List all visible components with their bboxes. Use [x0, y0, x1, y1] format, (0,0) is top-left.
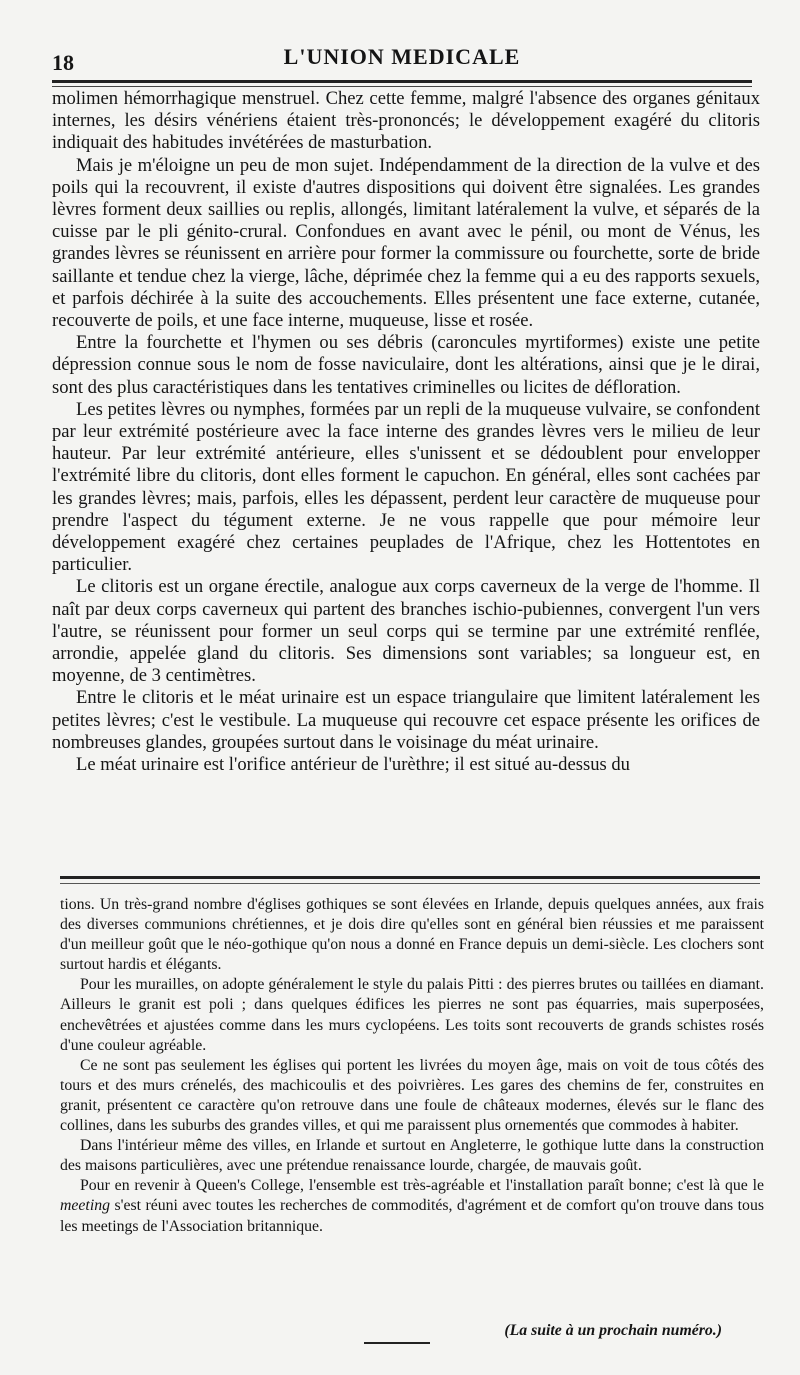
journal-title: L'UNION MEDICALE [283, 44, 521, 69]
paragraph: Mais je m'éloigne un peu de mon sujet. Indépendamment de la direction de la vulve et des poils qui la recouvrent, il existe d'autres dispositions qui doivent être signalées. Les grandes lèvres forment deux saillies ou replis, allongés, limitant latéralement la vulve, et séparés de la cuisse par le pli génito-crural. Confondues en avant avec le pénil, ou mont de Vénus, les grandes lèvres se réunissent en arrière pour former la commissure ou fourchette, sorte de bride saillante et tendue chez la vierge, lâche, déprimée chez la femme qui a eu des rapports sexuels, et parfois déchirée à la suite des accouchements. Elles présentent une face externe, cutanée, recouverte de poils, et une face interne, muqueuse, lisse et rosée. [52, 154, 760, 332]
paragraph: Le méat urinaire est l'orifice antérieur de l'urèthre; il est situé au-dessus du [76, 754, 630, 776]
note-text: s'est réuni avec toutes les recherches de commodités, d'agrément et de comfort qu'on trouve dans tous les meetings de l'Association britannique. [60, 1197, 764, 1235]
continuation-note: (La suite à un prochain numéro.) [504, 1322, 722, 1339]
header-rule-thin [52, 86, 752, 87]
main-text [52, 88, 760, 776]
note-paragraph: Ce ne sont pas seulement les églises qui portent les livrées du moyen âge, mais on voit de tous côtés des tours et des murs crénelés, des machicoulis et des poivrières. Les gares des chemins de fer, construites en granit, présentent ce caractère qu'on retrouve dans une foule de châteaux modernes, élevés sur le flanc des collines, dans les suburbs des grandes villes, et qui me paraissent plus ornementés que commodes à habiter. [60, 1056, 764, 1135]
feuilleton-notes [60, 895, 764, 1237]
footnote-rule-thin [60, 883, 760, 884]
header-rule [52, 80, 752, 83]
footnote-rule [60, 876, 760, 879]
note-text: Pour en revenir à Queen's College, l'ensemble est très-agréable et l'installation paraît bonne; c'est là que le [80, 1177, 764, 1195]
page-number: 18 [52, 50, 74, 75]
paragraph: Le clitoris est un organe érectile, analogue aux corps caverneux de la verge de l'homme. Il naît par deux corps caverneux qui partent des branches ischio-pubiennes, convergent l'un vers l'autre, se réunissent pour former un seul corps qui se termine par une extrémité renflée, arrondie, appelée gland du clitoris. Ses dimensions sont variables; sa longueur est, en moyenne, de 3 centimètres. [52, 576, 760, 687]
note-paragraph: Dans l'intérieur même des villes, en Irlande et surtout en Angleterre, le gothique lutte dans la construction des maisons particulières, avec une prétendue renaissance lourde, chargée, de mauvais goût. [60, 1137, 764, 1175]
note-paragraph [60, 1176, 764, 1236]
note-paragraph: tions. Un très-grand nombre d'églises gothiques se sont élevées en Irlande, depuis quelques années, aux frais des diverses communions chrétiennes, et je dois dire qu'elles sont en général bien réussies et me paraissent d'un meilleur goût que le néo-gothique qu'on nous a donné en France depuis un demi-siècle. Les clochers sont surtout hardis et élégants. [60, 896, 764, 974]
page-header [52, 44, 752, 84]
note-paragraph: Pour les murailles, on adopte généralement le style du palais Pitti : des pierres brutes ou taillées en diamant. Ailleurs le granit est poli ; dans quelques édifices les pierres ne sont pas équarries, mais superposées, enchevêtrées et ajustées comme dans les murs cyclopéens. Les toits sont recouverts de grands schistes rosés d'une couleur agréable. [60, 976, 764, 1054]
paragraph: Les petites lèvres ou nymphes, formées par un repli de la muqueuse vulvaire, se confondent par leur extrémité postérieure avec la face interne des grandes lèvres vers le milieu de leur hauteur. Par leur extrémité antérieure, elles s'unissent et se dédoublent pour envelopper l'extrémité libre du clitoris, dont elles forment le capuchon. En général, elles sont cachées par les grandes lèvres; mais, parfois, elles les dépassent, perdent leur caractère de muqueuse pour prendre l'aspect du tégument externe. Je ne vous rappelle que pour mémoire leur développement exagéré chez certaines peuplades de l'Afrique, chez les Hottentotes en particulier. [52, 398, 760, 576]
paragraph: Entre le clitoris et le méat urinaire est un espace triangulaire que limitent latéralement les petites lèvres; c'est le vestibule. La muqueuse qui recouvre cet espace présente les orifices de nombreuses glandes, groupées surtout dans le voisinage du méat urinaire. [52, 687, 760, 753]
paragraph: molimen hémorrhagique menstruel. Chez cette femme, malgré l'absence des organes génitaux internes, les désirs vénériens étaient très-prononcés; le développement exagéré du clitoris indiquait des habitudes invétérées de masturbation. [52, 88, 760, 154]
emphasis-word: meeting [60, 1197, 111, 1215]
end-rule [364, 1342, 430, 1344]
paragraph: Entre la fourchette et l'hymen ou ses débris (caroncules myrtiformes) existe une petite dépression connue sous le nom de fosse naviculaire, dont les altérations, ainsi que je le dirai, sont des plus caractéristiques dans les tentatives criminelles ou licites de défloration. [52, 332, 760, 398]
